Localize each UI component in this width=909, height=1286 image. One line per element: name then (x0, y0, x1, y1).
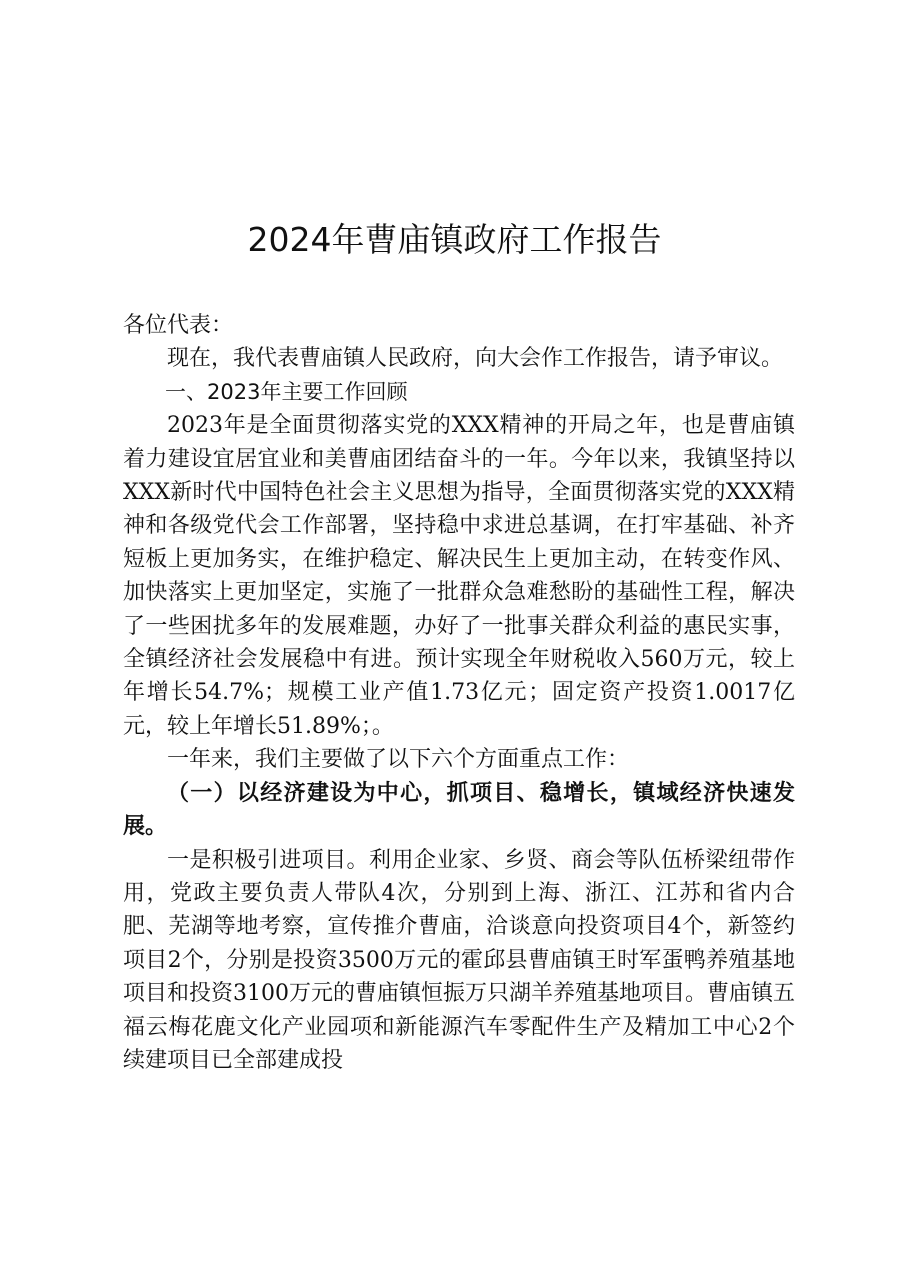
salutation: 各位代表： (123, 313, 234, 338)
subsection-heading: （一）以经济建设为中心，抓项目、稳增长，镇域经济快速发展。 (123, 779, 795, 840)
review-paragraph: 2023年是全面贯彻落实党的XXX精神的开局之年，也是曹庙镇着力建设宜居宜业和美曹庙团结奋斗的一年。今年以来，我镇坚持以XXX新时代中国特色社会主义思想为指导，全面贯彻落实党的XXX精神和各级党代会工作部署，坚持稳中求进总基调，在打牢基础、补齐短板上更加务实，在维护稳定、解决民生上更加主动，在转变作风、加快落实上更加坚定，实施了一批群众急难愁盼的基础性工程，解决了一些困扰多年的发展难题，办好了一批事关群众利益的惠民实事，全镇经济社会发展稳中有进。预计实现全年财税收入560万元，较上年增长54.7%；规模工业产值1.73亿元；固定资产投资1.0017亿元，较上年增长51.89%；。 (123, 413, 795, 739)
document-body (123, 309, 795, 1077)
document-title: 2024年曹庙镇政府工作报告 (247, 220, 662, 260)
work-summary-intro: 一年来，我们主要做了以下六个方面重点工作： (167, 747, 630, 773)
opening-paragraph: 现在，我代表曹庙镇人民政府，向大会作工作报告，请予审议。 (167, 346, 784, 372)
project-paragraph: 一是积极引进项目。利用企业家、乡贤、商会等队伍桥梁纽带作用，党政主要负责人带队4次，分别到上海、浙江、江苏和省内合肥、芜湖等地考察，宣传推介曹庙，洽谈意向投资项目4个，新签约项目2个，分别是投资3500万元的霍邱县曹庙镇王时军蛋鸭养殖基地项目和投资3100万元的曹庙镇恒振万只湖羊养殖基地项目。曹庙镇五福云梅花鹿文化产业园项和新能源汽车零配件生产及精加工中心2个续建项目已全部建成投 (123, 847, 795, 1073)
section-heading: 一、2023年主要工作回顾 (165, 379, 408, 404)
